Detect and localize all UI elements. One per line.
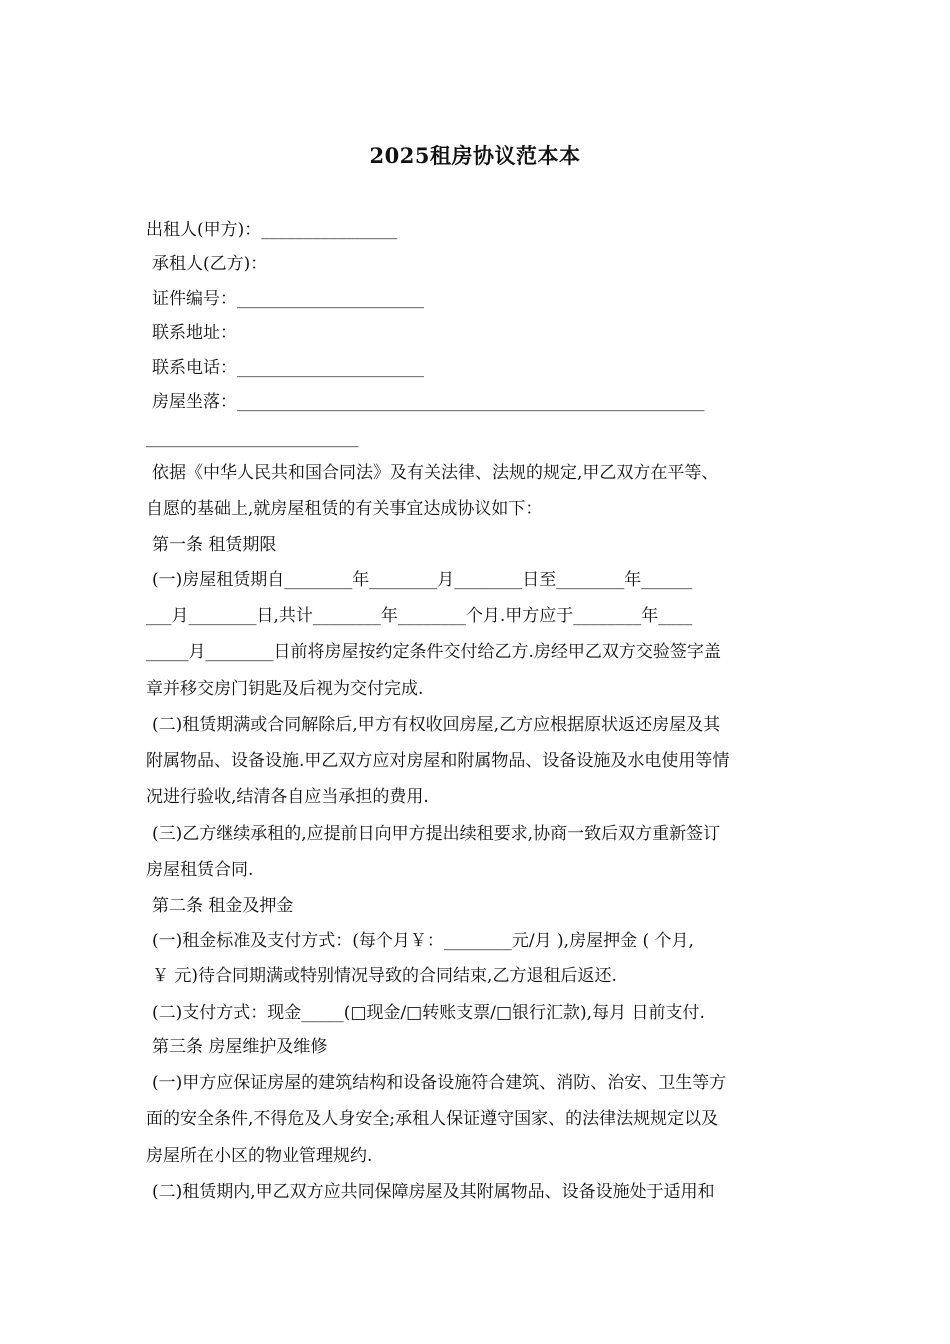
contact-phone-field: 联系电话：______________________: [152, 358, 424, 378]
lessor-field: 出租人(甲方)：________________: [146, 220, 398, 240]
clause-line: 附属物品、设备设施.甲乙双方应对房屋和附属物品、设备设施及水电使用等情: [146, 751, 730, 771]
clause-line: _____月________日前将房屋按约定条件交付给乙方.房经甲乙双方交验签字盖: [146, 642, 721, 662]
article-heading: 第三条 房屋维护及维修: [152, 1037, 328, 1057]
clause-line: 况进行验收,结清各自应当承担的费用.: [146, 787, 429, 807]
document-title: 2025租房协议范本本: [369, 143, 581, 168]
clause-line: 房屋租赁合同.: [146, 860, 254, 880]
clause-line: 房屋所在小区的物业管理规约.: [146, 1146, 373, 1166]
property-location-field: 房屋坐落：_______________________________________________________: [152, 392, 705, 412]
clause-line: (一)房屋租赁期自________年________月________日至________年______: [152, 570, 693, 590]
property-location-continuation: _________________________: [146, 428, 359, 448]
contact-address-field: 联系地址：: [152, 323, 237, 343]
article-heading: 第二条 租金及押金: [152, 896, 294, 916]
clause-line: ___月________日,共计________年________个月.甲方应于________年____: [146, 606, 693, 626]
clause-line: ￥ 元)待合同期满或特别情况导致的合同结束,乙方退租后返还.: [152, 966, 617, 986]
id-number-field: 证件编号：______________________: [152, 289, 424, 309]
clause-line: (二)租赁期内,甲乙双方应共同保障房屋及其附属物品、设备设施处于适用和: [152, 1182, 715, 1202]
clause-line: (一)租金标准及支付方式：(每个月￥：________元/月 ),房屋押金 ( 个月,: [152, 931, 694, 951]
clause-line: (一)甲方应保证房屋的建筑结构和设备设施符合建筑、消防、治安、卫生等方: [152, 1073, 727, 1093]
clause-line: 章并移交房门钥匙及后视为交付完成.: [146, 679, 424, 699]
article-heading: 第一条 租赁期限: [152, 535, 277, 555]
preamble-line: 自愿的基础上,就房屋租赁的有关事宜达成协议如下：: [146, 499, 543, 519]
preamble-line: 依据《中华人民共和国合同法》及有关法律、法规的规定,甲乙双方在平等、: [152, 463, 719, 483]
clause-line: (二)支付方式：现金_____(□现金/□转账支票/□银行汇款),每月 日前支付.: [152, 1003, 705, 1023]
clause-line: (三)乙方继续承租的,应提前日向甲方提出续租要求,协商一致后双方重新签订: [152, 824, 721, 844]
clause-line: 面的安全条件,不得危及人身安全;承租人保证遵守国家、的法律法规规定以及: [146, 1109, 719, 1129]
lessee-field: 承租人(乙方)：: [152, 254, 268, 274]
clause-line: (二)租赁期满或合同解除后,甲方有权收回房屋,乙方应根据原状返还房屋及其: [152, 715, 721, 735]
